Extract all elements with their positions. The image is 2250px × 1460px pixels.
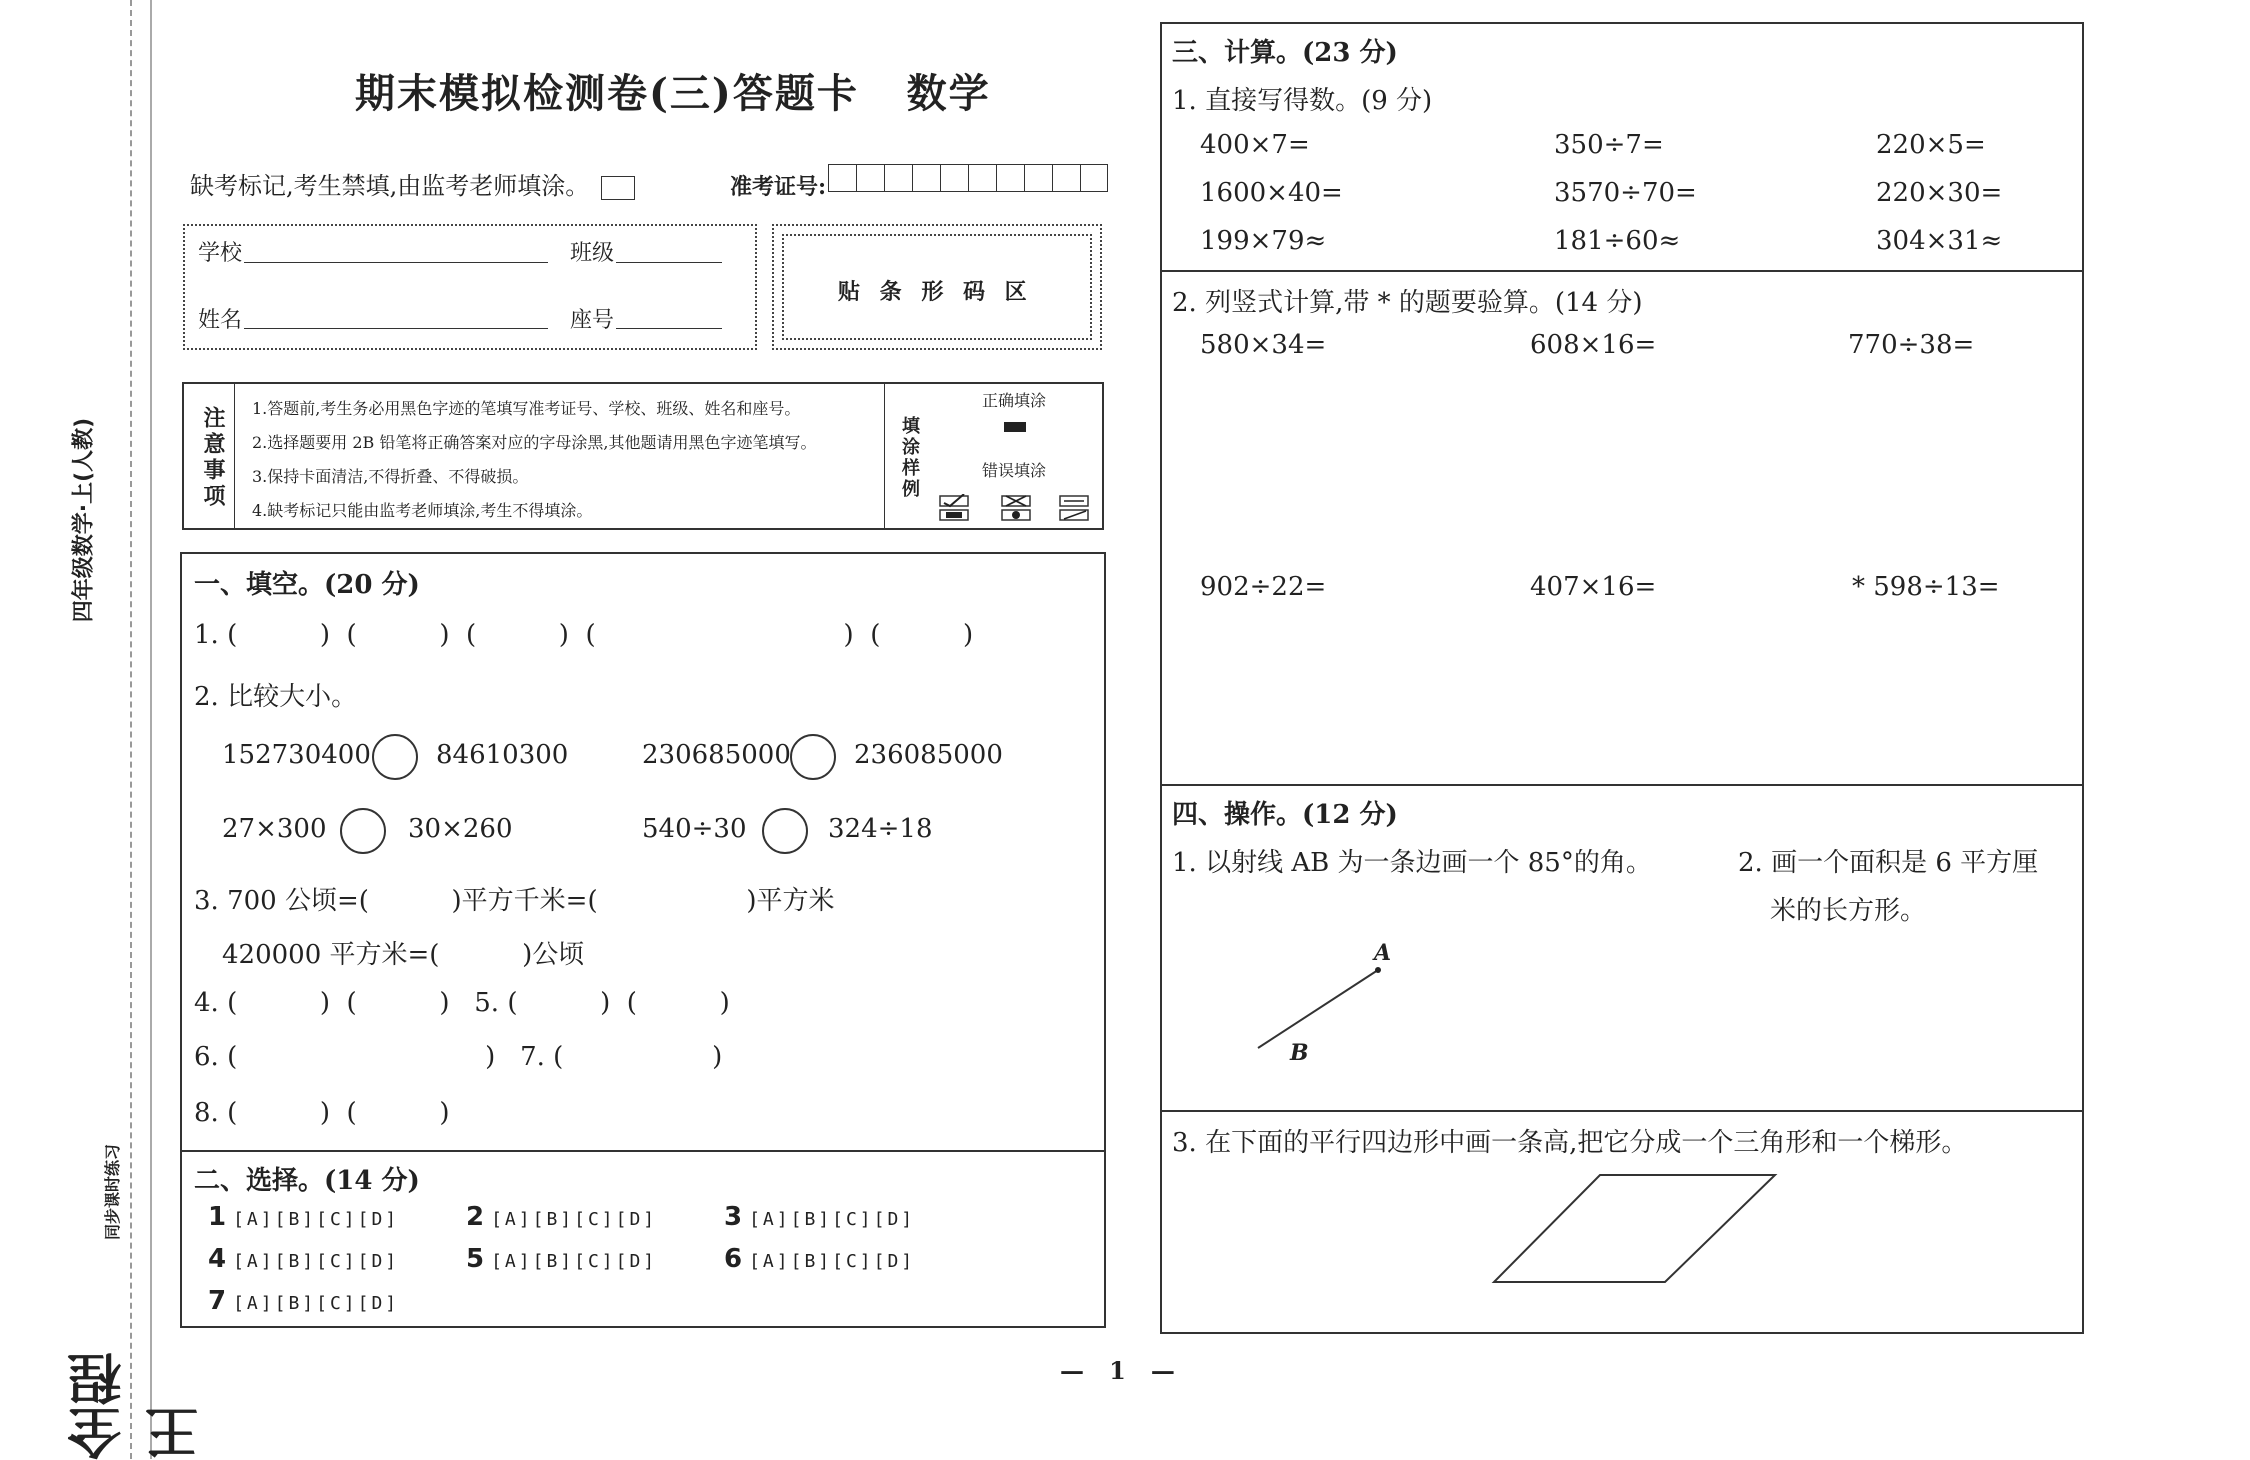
- name-field[interactable]: [244, 328, 548, 329]
- point-a-label: A: [1374, 940, 1392, 966]
- direct-8[interactable]: 181÷60≈: [1554, 226, 1681, 256]
- spine-grade-label: 四年级数学·上(人教): [71, 417, 97, 623]
- notice-item-2: 2.选择题要用 2B 铅笔将正确答案对应的字母涂黑,其他题请用黑色字迹笔填写。: [252, 433, 817, 452]
- direct-2[interactable]: 350÷7=: [1554, 130, 1664, 160]
- choice-row-5[interactable]: 5 [A][B][C][D]: [466, 1244, 658, 1274]
- sample-divider: [884, 382, 885, 530]
- vertical-2[interactable]: 608×16=: [1530, 330, 1657, 360]
- direct-7[interactable]: 199×79≈: [1200, 226, 1327, 256]
- compare-3-left: 27×300: [222, 814, 327, 844]
- section4-heading: 四、操作。(12 分): [1172, 800, 1398, 830]
- vertical-3[interactable]: 770÷38=: [1848, 330, 1975, 360]
- direct-5[interactable]: 3570÷70=: [1554, 178, 1697, 208]
- s3-sub2: 2. 列竖式计算,带 * 的题要验算。(14 分): [1172, 288, 1643, 318]
- s1-q3a[interactable]: 3. 700 公顷=( )平方千米=( )平方米: [194, 886, 835, 916]
- exam-number-label: 准考证号:: [730, 174, 827, 200]
- exam-number-boxes[interactable]: [828, 164, 1108, 192]
- school-label: 学校: [198, 241, 243, 266]
- direct-1[interactable]: 400×7=: [1200, 130, 1310, 160]
- notice-divider: [234, 382, 235, 530]
- brand-subtitle: 同步课时练习: [103, 1143, 122, 1240]
- notice-item-3: 3.保持卡面清洁,不得折叠、不得破损。: [252, 467, 529, 486]
- student-info-box: [183, 224, 757, 350]
- correct-label: 正确填涂: [982, 391, 1047, 410]
- sample-label: 填涂样例: [899, 416, 920, 500]
- choice-row-2[interactable]: 2 [A][B][C][D]: [466, 1202, 658, 1232]
- choice-row-1[interactable]: 1 [A][B][C][D]: [208, 1202, 400, 1232]
- compare-4-right: 324÷18: [828, 814, 933, 844]
- s1-q4-q5[interactable]: 4. ( ) ( ) 5. ( ) ( ): [194, 988, 730, 1018]
- notice-label: 注意事项: [200, 406, 226, 510]
- s3-sub1: 1. 直接写得数。(9 分): [1172, 86, 1433, 116]
- binding-solid-line: [150, 0, 152, 1459]
- s4-q3: 3. 在下面的平行四边形中画一条高,把它分成一个三角形和一个梯形。: [1172, 1128, 1968, 1158]
- choice-row-4[interactable]: 4 [A][B][C][D]: [208, 1244, 400, 1274]
- s4-q2a: 2. 画一个面积是 6 平方厘: [1738, 848, 2039, 878]
- s4-q1: 1. 以射线 AB 为一条边画一个 85°的角。: [1172, 848, 1652, 878]
- s4-divider: [1160, 1110, 2084, 1112]
- notice-item-1: 1.答题前,考生务必用黑色字迹的笔填写准考证号、学校、班级、姓名和座号。: [252, 399, 801, 418]
- page-title: 期末模拟检测卷(三)答题卡 数学: [355, 70, 991, 117]
- s4-q2b: 米的长方形。: [1770, 896, 1927, 926]
- s1-q3b[interactable]: 420000 平方米=( )公顷: [222, 940, 585, 970]
- wrong-label: 错误填涂: [982, 461, 1047, 480]
- direct-3[interactable]: 220×5=: [1876, 130, 1986, 160]
- compare-3-circle[interactable]: [340, 808, 386, 854]
- vertical-5[interactable]: 407×16=: [1530, 572, 1657, 602]
- s3-divider: [1160, 270, 2084, 272]
- seat-field[interactable]: [616, 328, 722, 329]
- compare-1-right: 84610300: [436, 740, 569, 770]
- direct-4[interactable]: 1600×40=: [1200, 178, 1343, 208]
- section2-heading: 二、选择。(14 分): [194, 1166, 420, 1196]
- compare-2-circle[interactable]: [790, 734, 836, 780]
- s1-q2: 2. 比较大小。: [194, 682, 358, 712]
- compare-4-circle[interactable]: [762, 808, 808, 854]
- parallelogram-figure[interactable]: [1490, 1170, 1780, 1290]
- direct-9[interactable]: 304×31≈: [1876, 226, 2003, 256]
- absent-checkbox[interactable]: [601, 176, 635, 200]
- s1-q1[interactable]: 1. ( ) ( ) ( ) ( ) ( ): [194, 620, 974, 650]
- correct-fill-mark: [1004, 422, 1026, 432]
- compare-1-circle[interactable]: [372, 734, 418, 780]
- class-field[interactable]: [616, 262, 722, 263]
- name-label: 姓名: [198, 308, 243, 333]
- page-number: — 1 —: [1060, 1356, 1175, 1385]
- compare-4-left: 540÷30: [642, 814, 747, 844]
- seat-label: 座号: [570, 308, 615, 333]
- notice-item-4: 4.缺考标记只能由监考老师填涂,考生不得填涂。: [252, 501, 593, 520]
- absent-note: [190, 166, 635, 201]
- compare-2-left: 230685000: [642, 740, 791, 770]
- vertical-4[interactable]: 902÷22=: [1200, 572, 1327, 602]
- barcode-label: 贴 条 形 码 区: [838, 279, 1033, 305]
- class-label: 班级: [570, 241, 615, 266]
- vertical-1[interactable]: 580×34=: [1200, 330, 1327, 360]
- section3-heading: 三、计算。(23 分): [1172, 38, 1398, 68]
- s1-q6-q7[interactable]: 6. ( ) 7. ( ): [194, 1042, 723, 1072]
- spine-brand: [60, 1143, 207, 1460]
- vertical-6[interactable]: * 598÷13=: [1852, 572, 2000, 602]
- choice-row-7[interactable]: 7 [A][B][C][D]: [208, 1286, 400, 1316]
- compare-1-left: 152730400: [222, 740, 371, 770]
- brand-logo: 全程王: [67, 1352, 207, 1460]
- compare-3-right: 30×260: [408, 814, 513, 844]
- choice-row-6[interactable]: 6 [A][B][C][D]: [724, 1244, 916, 1274]
- section1-heading: 一、填空。(20 分): [194, 570, 420, 600]
- point-b-label: B: [1290, 1040, 1309, 1066]
- choice-row-3[interactable]: 3 [A][B][C][D]: [724, 1202, 916, 1232]
- school-field[interactable]: [244, 262, 548, 263]
- absent-note-text: 缺考标记,考生禁填,由监考老师填涂。: [190, 172, 590, 200]
- wrong-fill-marks: [936, 494, 1096, 524]
- direct-6[interactable]: 220×30=: [1876, 178, 2003, 208]
- compare-2-right: 236085000: [854, 740, 1003, 770]
- s1-q8[interactable]: 8. ( ) ( ): [194, 1098, 450, 1128]
